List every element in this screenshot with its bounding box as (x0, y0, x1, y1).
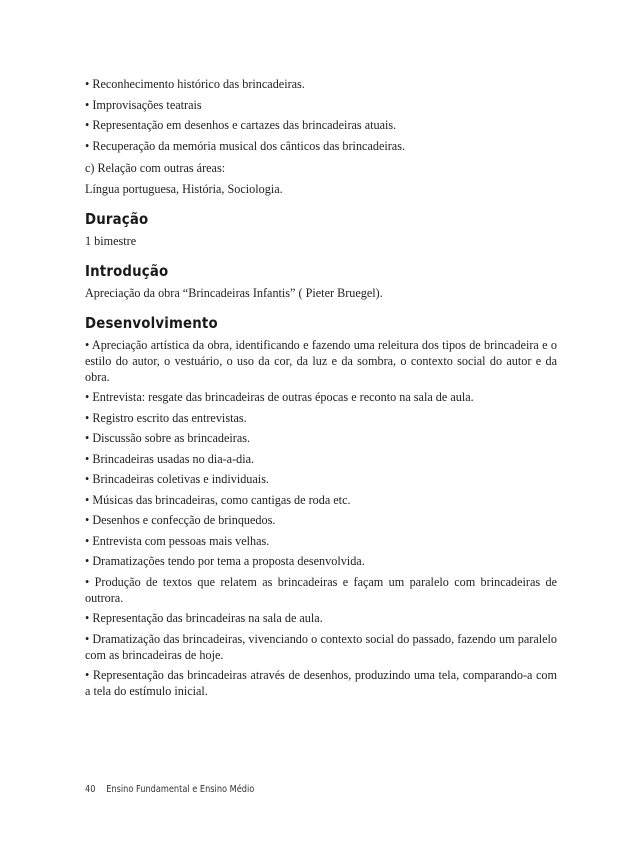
development-item: • Dramatizações tendo por tema a proposta desenvolvida. (85, 554, 365, 568)
development-item: • Entrevista: resgate das brincadeiras de outras épocas e reconto na sala de aula. (85, 390, 474, 404)
bullet-item: • Reconhecimento histórico das brincadeiras. (85, 77, 305, 91)
page-footer (85, 784, 254, 795)
development-item: • Brincadeiras coletivas e individuais. (85, 472, 269, 486)
page-number: 40 (85, 784, 96, 795)
document-body (85, 76, 557, 704)
development-item: • Produção de textos que relatem as brincadeiras e façam um paralelo com brincadeiras de outrora. (85, 574, 557, 605)
development-item: • Representação das brincadeiras na sala de aula. (85, 611, 323, 625)
development-item: • Músicas das brincadeiras, como cantigas de roda etc. (85, 492, 351, 507)
bullet-item: • Improvisações teatrais (85, 97, 202, 112)
development-item: • Apreciação artística da obra, identificando e fazendo uma releitura dos tipos de brincadeira e o estilo do autor, o vestuário, o uso da cor, da luz e da sombra, o contexto social do autor e da obra. (85, 337, 557, 384)
development-item: • Discussão sobre as brincadeiras. (85, 431, 251, 445)
relation-label: c) Relação com outras áreas: (85, 161, 226, 175)
development-item: • Desenhos e confecção de brinquedos. (85, 513, 276, 527)
bullet-item: • Representação em desenhos e cartazes das brincadeiras atuais. (85, 118, 397, 132)
section-heading-introducao: Introdução (85, 261, 169, 280)
section-heading-duracao: Duração (85, 209, 149, 228)
development-item: • Entrevista com pessoas mais velhas. (85, 533, 270, 548)
relation-value: Língua portuguesa, História, Sociologia. (85, 181, 283, 196)
section-heading-desenvolvimento: Desenvolvimento (85, 313, 218, 332)
development-item: • Dramatização das brincadeiras, vivenciando o contexto social do passado, fazendo um paralelo com as brincadeiras de hoje. (85, 631, 557, 662)
introducao-text: Apreciação da obra “Brincadeiras Infantis” ( Pieter Bruegel). (85, 285, 383, 300)
bullet-item: • Recuperação da memória musical dos cânticos das brincadeiras. (85, 138, 405, 153)
duracao-text: 1 bimestre (85, 233, 137, 248)
development-item: • Representação das brincadeiras através de desenhos, produzindo uma tela, comparando-a com a tela do estímulo inicial. (85, 668, 557, 698)
development-item: • Registro escrito das entrevistas. (85, 410, 247, 425)
footer-text: Ensino Fundamental e Ensino Médio (106, 784, 255, 795)
development-item: • Brincadeiras usadas no dia-a-dia. (85, 451, 255, 466)
